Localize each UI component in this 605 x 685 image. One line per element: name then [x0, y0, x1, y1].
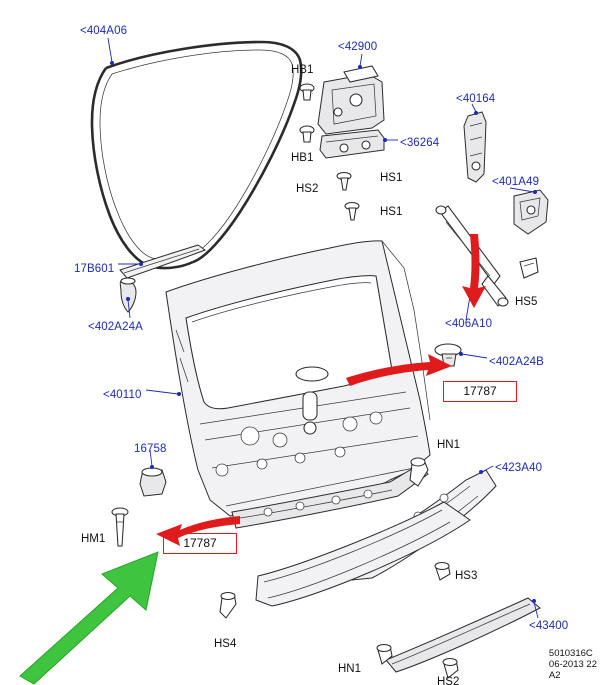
green-annotation-arrow [20, 552, 158, 684]
callout-402A24B: <402A24B [489, 356, 544, 368]
highlight-label-upper: 17787 [463, 384, 497, 398]
part-43400-finisher [386, 598, 540, 672]
part-HS5-clip [520, 258, 538, 278]
highlight-label-lower: 17787 [183, 536, 217, 550]
part-402A24A-nozzle [120, 278, 136, 312]
part-HS1-HS2-screws [337, 173, 359, 221]
callout-HM1: HM1 [81, 533, 106, 545]
callout-HS3: HS3 [455, 570, 478, 582]
part-40110-tailgate-panel [166, 241, 430, 516]
part-404A06-seal [92, 42, 301, 268]
callout-402A24A: <402A24A [88, 321, 143, 333]
callout-HS2-upper: HS2 [296, 183, 319, 195]
callout-HB1-upper: HB1 [291, 64, 314, 76]
callout-406A10: <406A10 [445, 318, 493, 330]
callout-42900: <42900 [338, 41, 378, 53]
callout-43400: <43400 [529, 620, 569, 632]
footer-date: 06-2013 22 [548, 659, 597, 670]
callout-401A49: <401A49 [492, 176, 540, 188]
part-HM1-fastener [112, 508, 128, 546]
footer-revision: A2 [548, 670, 561, 681]
part-16758-bumper [140, 468, 166, 496]
callout-423A40: <423A40 [495, 462, 543, 474]
highlight-part-17787-upper [443, 381, 517, 402]
part-HB1-bolts [300, 84, 314, 142]
callout-404A06: <404A06 [80, 25, 128, 37]
diagram-footer [549, 648, 597, 681]
callout-HS4: HS4 [214, 638, 237, 650]
callout-40164: <40164 [456, 93, 496, 105]
part-36264-bracket [320, 130, 384, 158]
callout-HS1-lower: HS1 [380, 206, 403, 218]
callout-16758: 16758 [134, 443, 167, 455]
callout-40110: <40110 [103, 389, 142, 401]
callout-HB1-lower: HB1 [291, 152, 314, 164]
part-401A49-bracket [514, 190, 548, 234]
footer-drawing-number: 5010316C [548, 648, 593, 659]
part-40164-component [464, 112, 486, 182]
part-42900-hinge [318, 66, 384, 134]
callout-36264: <36264 [400, 137, 440, 149]
callout-HS1-upper: HS1 [380, 172, 403, 184]
callout-HS2-lower: HS2 [437, 676, 460, 685]
callout-HN1-upper: HN1 [437, 439, 461, 451]
callout-HN1-lower: HN1 [338, 663, 362, 675]
callout-17B601: 17B601 [74, 263, 115, 275]
callout-HS5: HS5 [515, 296, 538, 308]
highlight-part-17787-lower [163, 533, 237, 554]
